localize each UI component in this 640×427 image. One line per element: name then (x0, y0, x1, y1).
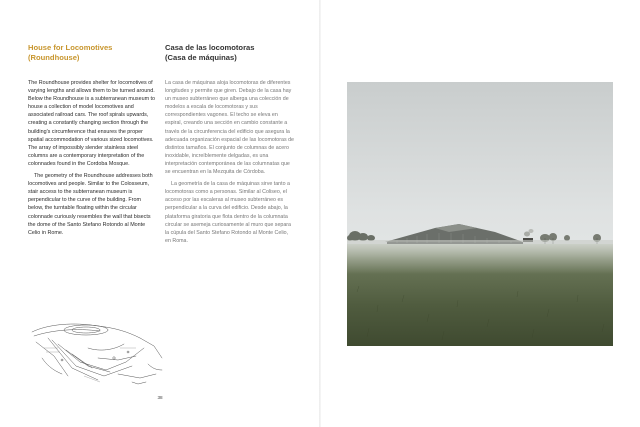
english-column (28, 43, 156, 241)
spanish-paragraph-1: La casa de máquinas aloja locomotoras de diferentes longitudes y permite que giren. Debajo de la casa hay un museo subterráneo que alberga una colección de modelos a escala de locomotoras y sus correspondientes vagones. El techo se eleva en espiral, creando una sección en cambio constante a través de la circunferencia del edificio que asegura la adecuada organización espacial de las locomotoras de distintos tamaños. El conjunto de columnas de acero inoxidable, increíblemente delgadas, es una interpretación contemporánea de las columnatas que se encuentran en la Mezquita de Córdoba. (165, 80, 294, 176)
spanish-title (165, 43, 295, 63)
spanish-paragraph-2: La geometría de la casa de máquinas sirve tanto a locomotoras como a personas. Similar al Coliseo, el acceso por las escaleras al museo subterráneo es perpendicular a la curva del edificio. Desde abajo, la plataforma giratoria que flota dentro de la columnata circular se asemeja curiosamente al muro que separa la cúpula del Santo Stefano Rotondo al Monte Celio, en Roma. (165, 181, 292, 244)
english-paragraph-1: The Roundhouse provides shelter for locomotives of varying lengths and allows them to be turned around. Below the Roundhouse is a subterranean museum to house a collection of model locomotives and associated railroad cars. The roof spirals upwards, creating a constantly changing section through the building's circumference that ensures the proper spatial accommodation of various sized locomotives. The array of impossibly slender stainless steel columns are a contemporary interpretation of the colonnades found in the Cordoba Mosque. (28, 80, 156, 167)
english-paragraph-2: The geometry of the Roundhouse addresses both locomotives and people. Similar to the Colosseum, stair access to the subterranean museum is perpendicular to the curve of the building. From below, the turntable floating within the circular colonnade curiously resembles the wall that bisects the dome of the Santo Stefano Rotondo al Monte Celio in Rome. (28, 173, 153, 236)
english-title (28, 43, 156, 63)
spanish-title-line2: (Casa de máquinas) (165, 53, 237, 62)
spanish-title-line1: Casa de las locomotoras (165, 43, 255, 52)
spanish-column (165, 43, 295, 249)
roundhouse-landscape-render (347, 82, 613, 346)
english-title-line1: House for Locomotives (28, 43, 113, 52)
site-plan-sketch (28, 318, 168, 390)
spanish-body (165, 79, 295, 245)
english-title-line2: (Roundhouse) (28, 53, 80, 62)
english-body (28, 79, 156, 237)
page-number: 38 (157, 395, 163, 400)
page-gutter (319, 0, 321, 427)
